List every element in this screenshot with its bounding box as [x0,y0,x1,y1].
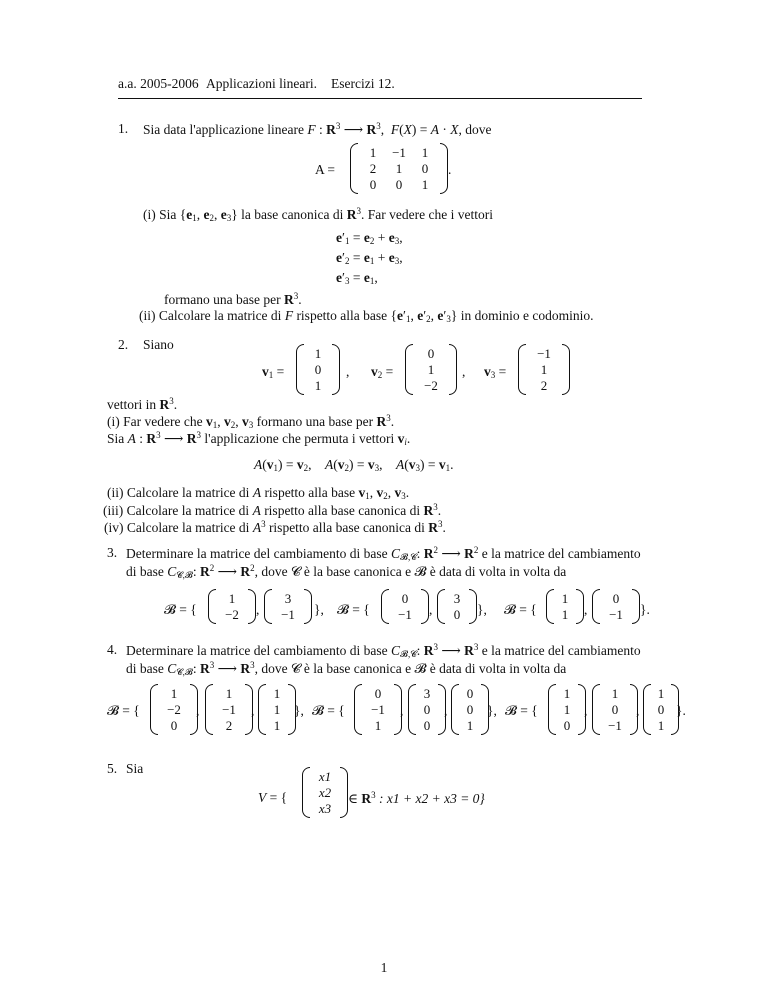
ex3-number: 3. [107,545,118,560]
ex4-b2-vec1: 0 −1 1 [354,684,402,735]
header-rule [118,98,642,99]
ex2-sia: Sia A : $R^3$ ⟶ $R^3$ l'applicazione che permuta i vettori $v_i$. [107,430,411,447]
brace: }, [477,602,487,617]
ex4-B1-label: 𝓑 = { [107,703,140,718]
comma: , [400,703,404,718]
ex1-formano: formano una base per $R^3$. [164,291,302,307]
ex3-B1-label: 𝓑 = { [164,602,197,617]
ex2-part-i: (i) Far vedere che $v_1$, $v_2$, $v_3$ formano una base per $R^3$. [107,413,395,430]
ex4-b3-vec1: 1 1 0 [548,684,586,735]
ex2-vector-v2: 0 1 −2 [405,344,457,395]
ex2-v3-label: $v_3$ = [484,364,507,380]
ex2-part-iv: (iv) Calcolare la matrice di $A^3$ rispetto alla base canonica di $R^3$. [104,519,446,535]
ex4-b2-vec2: 3 0 0 [408,684,446,735]
ex1-eq3: $e'_3 = e_1$, [336,270,378,286]
ex4-b1-vec1: 1 −2 0 [150,684,198,735]
ex1-eq2: $e'_2 = e_1 + e_3$, [336,250,403,266]
ex2-v1-label: $v_1$ = [262,364,285,380]
ex4-b2-vec3: 0 0 1 [451,684,489,735]
comma: , [346,364,350,379]
ex4-number: 4. [107,642,118,657]
header-year: a.a. 2005-2006 [118,76,199,91]
ex4-B2-label: 𝓑 = { [312,703,345,718]
header-topic: Applicazioni lineari. [206,76,317,91]
ex3-b3-vec1: 1 1 [546,589,584,624]
ex1-eq1: $e'_1 = e_2 + e_3$, [336,230,403,246]
header-title: Esercizi 12. [331,76,395,91]
brace: }, [294,703,304,718]
comma: , [429,602,433,617]
ex1-part-ii: (ii) Calcolare la matrice di F rispetto alla base {$e'_1$, $e'_2$, $e'_3$} in dominio e codominio. [139,308,594,324]
ex4-B3-label: 𝓑 = { [505,703,538,718]
ex2-part-ii: (ii) Calcolare la matrice di A rispetto alla base $v_1$, $v_2$, $v_3$. [107,485,410,501]
ex1-number: 1. [118,121,129,136]
brace: }, [314,602,324,617]
ex5-condition: ∈ $R^3$ : x1 + x2 + x3 = 0} [348,790,485,806]
ex5-V-label: V = { [258,790,288,805]
ex5-sia: Sia [126,761,144,776]
comma: , [196,703,200,718]
ex4-line2: di base $C_{𝓒,𝓑}$: $R^3$ ⟶ $R^3$, dove 𝓒 è la base canonica e 𝓑 è data di volta in volta da [126,660,567,677]
comma: , [251,703,255,718]
ex1-matrix-A: 1 −1 1 2 1 0 0 0 1 [350,143,448,194]
ex4-b3-vec3: 1 0 1 [643,684,679,735]
ex3-line2: di base $C_{𝓒,𝓑}$: $R^2$ ⟶ $R^2$, dove 𝓒 è la base canonica e 𝓑 è data di volta in volta da [126,563,567,580]
ex2-vector-v3: −1 1 2 [518,344,570,395]
ex3-b1-vec1: 1 −2 [208,589,256,624]
comma: , [256,602,260,617]
ex1-part-i: (i) Sia {$e_1$, $e_2$, $e_3$} la base canonica di $R^3$. Far vedere che i vettori [143,206,493,223]
ex2-siano: Siano [143,337,174,352]
comma: , [584,602,588,617]
ex2-vettori: vettori in $R^3$. [107,396,178,412]
ex2-permutation: $A(v_1) = v_2$, $A(v_2) = v_3$, $A(v_3) = v_1$. [254,457,454,473]
period: . [448,162,452,177]
ex3-b3-vec2: 0 −1 [592,589,640,624]
brace: }, [487,703,497,718]
brace: }. [640,602,650,617]
ex3-line1: Determinare la matrice del cambiamento di base $C_{𝓑,𝓒}$: $R^2$ ⟶ $R^2$ e la matrice del cambiamento [126,545,641,562]
ex5-vector-x: x1 x2 x3 [302,767,348,818]
ex2-v2-label: $v_2$ = [371,364,394,380]
ex4-b1-vec3: 1 1 1 [258,684,296,735]
ex1-A-label: A = [315,162,335,177]
ex4-b1-vec2: 1 −1 2 [205,684,253,735]
ex3-B3-label: 𝓑 = { [504,602,537,617]
ex2-part-iii: (iii) Calcolare la matrice di A rispetto alla base canonica di $R^3$. [103,502,442,518]
comma: , [462,364,466,379]
ex5-number: 5. [107,761,118,776]
ex3-b2-vec1: 0 −1 [381,589,429,624]
page-number: 1 [380,960,388,975]
ex1-intro: Sia data l'applicazione lineare F : $R^3$ ⟶ $R^3$, F(X) = A · X, dove [143,121,492,137]
ex4-line1: Determinare la matrice del cambiamento di base $C_{𝓑,𝓒}$: $R^3$ ⟶ $R^3$ e la matrice del cambiamento [126,642,641,659]
comma: , [636,703,640,718]
ex2-number: 2. [118,337,129,352]
ex2-vector-v1: 1 0 1 [296,344,340,395]
brace: }. [676,703,686,718]
comma: , [444,703,448,718]
ex3-B2-label: 𝓑 = { [337,602,370,617]
ex3-b1-vec2: 3 −1 [264,589,312,624]
ex3-b2-vec2: 3 0 [437,589,477,624]
comma: , [584,703,588,718]
ex4-b3-vec2: 1 0 −1 [592,684,638,735]
